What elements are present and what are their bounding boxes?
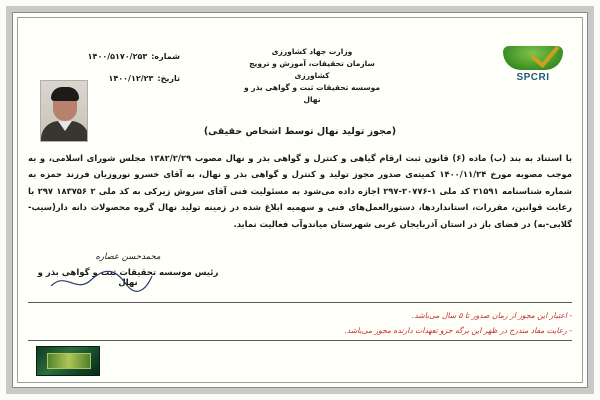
spcri-logo	[502, 46, 564, 84]
number-value: ۱۴۰۰/۵۱۷۰/۲۵۳	[87, 52, 148, 61]
hologram-inner	[47, 353, 91, 369]
document-number	[40, 46, 180, 68]
org-ministry: وزارت جهاد کشاورزی	[271, 47, 353, 56]
number-label: شماره:	[151, 52, 180, 61]
date-label: تاریخ:	[157, 74, 180, 83]
certificate-header	[12, 12, 588, 104]
divider-top	[28, 302, 572, 303]
note-item: - اعتبار این مجوز از زمان صدور تا ۵ سال می‌باشد.	[411, 311, 572, 320]
signer-position: رئیس موسسه تحقیقات ثبت و گواهی بذر و نهال	[37, 268, 219, 288]
note-item: - رعایت مفاد مندرج در ظهر این برگه جزو تعهدات دارنده مجوز می‌باشد.	[344, 326, 572, 335]
signature-scrawl	[46, 266, 156, 296]
photo-hair	[51, 87, 79, 101]
org-institute: موسسه تحقیقات ثبت و گواهی بذر و نهال	[243, 83, 381, 104]
signer-name: محمدحسن عصاره	[95, 252, 161, 262]
org-organization: سازمان تحقیقات، آموزش و ترویج کشاورزی	[249, 59, 375, 80]
date-value: ۱۴۰۰/۱۲/۲۳	[108, 74, 154, 83]
license-title: (مجوز تولید نهال توسط اشخاص حقیقی)	[203, 126, 397, 137]
organization-titles	[242, 46, 382, 106]
divider-bottom	[28, 340, 572, 341]
license-body: با استناد به بند (ب) ماده (۶) قانون ثبت ارقام گیاهی و کنترل و گواهی بذر و نهال مصوب ۱۳۸۲/۲/۲۹ مجلس شورای اسلامی، و به موجب مصوبه مورخ ۱۴۰۰/۱۱/۲۴ کمیته‌ی صدور مجوز تولید و کنترل و گواهی بذر و نهال، به آقای خسرو نوروزیان فرزند حمزه به شماره شناسنامه ۲۱۵۹۱ کد ملی ۱-۲۰۷۷۶-۲۹۷ اجازه داده می‌شود به مسئولیت فنی آقای سروش زیرکی به کد ملی ۲ ۱۸۳۷۵۶ ۲۹۷ با رعایت قوانین، مقررات، استانداردها، دستورالعمل‌های فنی و سهمیه ابلاغ شده در زمینه تولید نهال گروه محصولات دانه دار(سیب-گلابی-به) در فضای باز در استان آذربایجان غربی شهرستان میاندوآب فعالیت نماید.	[28, 153, 572, 229]
notes	[28, 308, 572, 338]
leaf-check-icon	[503, 46, 563, 70]
hologram-seal	[36, 346, 100, 376]
logo-text: SPCRI	[516, 72, 550, 83]
holder-photo	[40, 80, 88, 142]
